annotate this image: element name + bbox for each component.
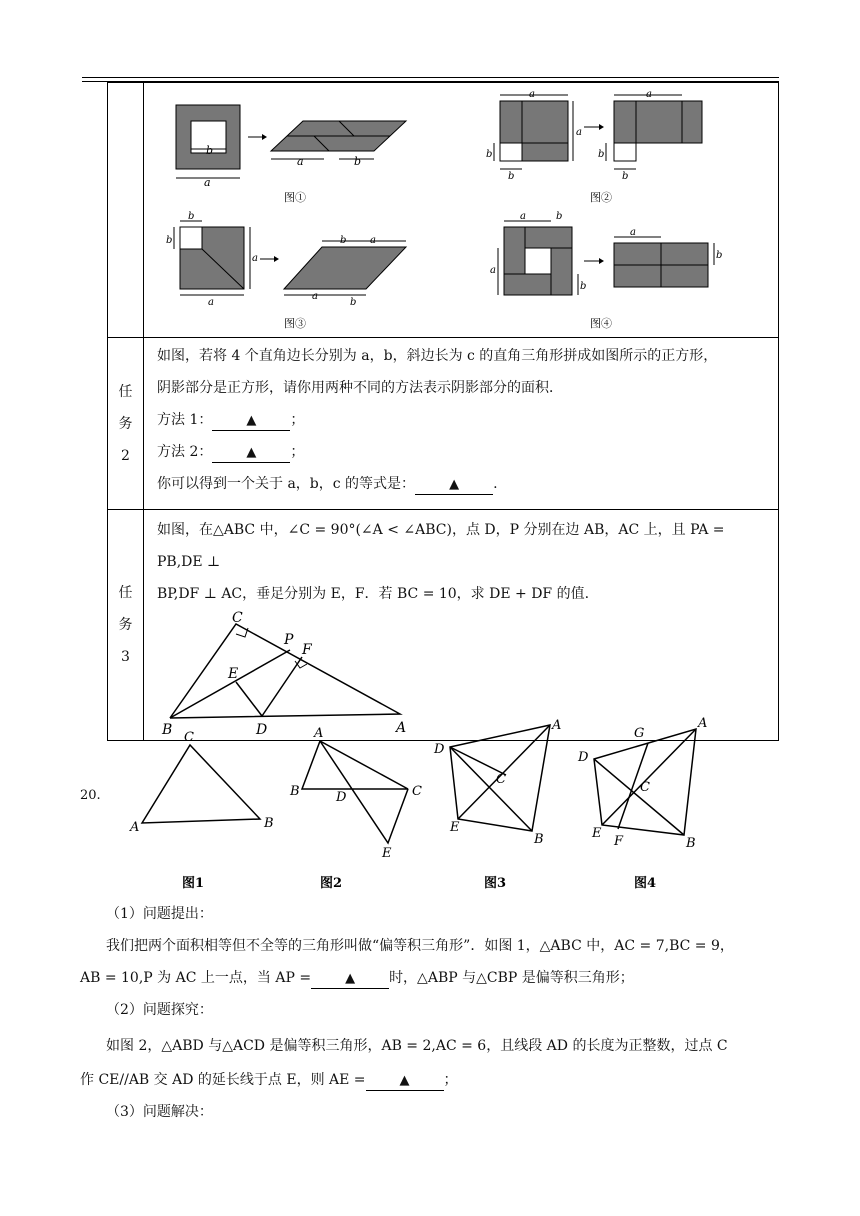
point-label: D [578,750,589,765]
label-a: a [646,89,652,100]
point-A: A [396,720,407,736]
point-label: E [592,826,602,841]
label-b: b [556,211,563,222]
q20-figure-4 [577,716,707,891]
part1-text-b: AB = 10,P 为 AC 上一点，当 AP = ▲ 时，△ABP 与△CBP 是偏等积三角形； [80,966,634,990]
task2-line2: 阴影部分是正方形，请你用两种不同的方法表示阴影部分的面积． [157,380,563,396]
label-a: a [252,253,258,264]
point-C: C [232,610,243,626]
point-label: C [184,730,194,745]
answer-blank[interactable]: ▲ [212,412,290,431]
point-B: B [162,722,173,738]
q20-figures [120,715,720,895]
task2-content [144,338,779,510]
label-b: b [206,144,214,157]
label-a: a [520,211,526,222]
figure-2 [486,89,702,204]
point-label: B [290,784,300,799]
label-a: a [370,235,376,246]
answer-blank[interactable]: ▲ [415,476,493,495]
part2-title: （2）问题探究： [106,1002,213,1018]
label-b: b [716,250,723,261]
part1-text-a: 我们把两个面积相等但不全等的三角形叫做“偏等积三角形”．如图 1，△ABC 中，AC = 7,BC = 9， [106,938,734,954]
q20-figure-1 [129,730,274,891]
point-label: F [614,834,624,849]
point-label: A [552,718,562,733]
task2-label: 任 务 2 [108,338,144,510]
label-b: b [580,281,587,292]
figures-cell [144,83,779,338]
point-label: B [264,816,274,831]
point-label: D [434,742,445,757]
label-a: a [490,265,496,276]
label-b: b [340,235,347,246]
point-label: E [450,820,460,835]
figures-row-label-cell [108,83,144,338]
label-a: a [312,291,318,302]
point-E: E [228,666,239,682]
q20-figure-2 [289,726,422,891]
task2-line1: 如图，若将 4 个直角边长分别为 a，b，斜边长为 c 的直角三角形拼成如图所示的正方形， [157,348,718,364]
figure-1 [176,105,406,204]
label-b: b [486,149,493,160]
label-b: b [622,171,629,182]
label-a: a [630,227,636,238]
label-a: a [208,297,214,308]
answer-blank[interactable]: ▲ [212,444,290,463]
label-a: a [529,89,535,100]
q20-figure-3 [433,718,561,891]
label-b: b [188,211,195,222]
label-b: b [354,155,362,168]
task3-line1: 如图，在△ABC 中，∠C = 90°(∠A < ∠ABC)，点 D，P 分别在边 AB，AC 上，且 PA = PB,DE ⊥ [157,522,725,570]
part3-title: （3）问题解决： [106,1104,213,1120]
point-label: A [130,820,140,835]
point-label: A [698,716,708,731]
answer-blank[interactable]: ▲ [311,970,389,989]
task-table [107,82,779,741]
point-label: E [382,846,392,861]
point-label: B [534,832,544,847]
point-D: D [256,722,268,738]
label-a: a [576,127,582,138]
point-label: B [686,836,696,851]
point-label: D [336,790,347,805]
point-label: C [412,784,422,799]
header-rule [82,77,779,78]
point-label: C [640,780,650,795]
figure-3 [166,211,406,330]
task3-line2: BP,DF ⊥ AC，垂足分别为 E，F．若 BC = 10，求 DE + DF 的值. [157,586,590,602]
answer-blank[interactable]: ▲ [366,1072,444,1091]
equation-row: 你可以得到一个关于 a，b，c 的等式是： ▲ . [157,468,768,500]
task3-content [144,510,779,741]
figure-caption: 图2 [320,876,343,891]
figure-caption: 图① [284,191,306,204]
question-number: 20. [80,788,101,803]
figure-4 [490,211,722,330]
method1-row: 方法 1： ▲ ； [157,404,768,436]
label-b: b [350,297,357,308]
part1-title: （1）问题提出： [106,906,213,922]
part2-text-b: 作 CE//AB 交 AD 的延长线于点 E，则 AE = ▲ ； [80,1068,458,1092]
label-b: b [598,149,605,160]
figure-caption: 图② [590,191,612,204]
label-b: b [508,171,515,182]
figure-caption: 图④ [590,317,612,330]
point-P: P [284,632,294,648]
method2-row: 方法 2： ▲ ； [157,436,768,468]
label-a: a [297,155,304,168]
task3-label: 任 务 3 [108,510,144,741]
figure-caption: 图4 [634,876,657,891]
figure-caption: 图3 [484,876,507,891]
figure-caption: 图③ [284,317,306,330]
point-label: C [496,772,506,787]
figure-caption: 图1 [182,876,205,891]
part2-text-a: 如图 2，△ABD 与△ACD 是偏等积三角形，AB = 2,AC = 6，且线段 AD 的长度为正整数，过点 C [106,1038,728,1054]
point-label: A [314,726,324,741]
point-label: G [634,726,645,741]
point-F: F [302,642,312,658]
area-figures [144,83,778,333]
label-a: a [204,176,211,189]
label-b: b [166,235,173,246]
